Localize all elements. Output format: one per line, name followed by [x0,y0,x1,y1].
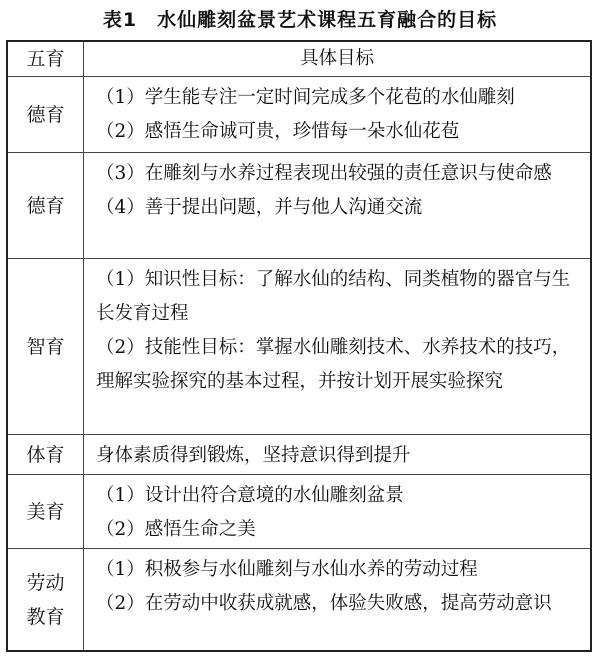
table-row [8,434,590,474]
row-goals [84,435,590,474]
table-row [8,76,590,152]
row-category: 智育 [8,259,84,434]
row-goals [84,549,590,650]
row-category: 德育 [8,77,84,152]
header-goals: 具体目标 [299,48,374,69]
goal-item: （1）知识性目标：了解水仙的结构、同类植物的器官与生长发育过程 [96,269,571,324]
row-category: 美育 [8,475,84,548]
table-row [8,548,590,650]
goal-item: （2）技能性目标：掌握水仙雕刻技术、水养技术的技巧，理解实验探究的基本过程，并按计划开展实验探究 [96,337,571,392]
row-goals [84,259,590,434]
table-header-row [8,42,590,76]
row-goals [84,153,590,258]
table-row [8,474,590,548]
goal-item: （2）感悟生命之美 [96,519,256,540]
table-row [8,258,590,434]
row-category: 体育 [8,435,84,474]
row-goals [84,475,590,548]
goal-item: （1）设计出符合意境的水仙雕刻盆景 [96,485,404,506]
goal-item: （4）善于提出问题，并与他人沟通交流 [96,197,423,218]
goal-item: （3）在雕刻与水养过程表现出较强的责任意识与使命感 [96,163,552,184]
goal-item: （2）在劳动中收获成就感，体验失败感，提高劳动意识 [96,593,552,614]
goals-table [6,40,592,652]
header-category: 五育 [8,42,84,76]
row-category: 德育 [8,153,84,258]
goal-item: 身体素质得到锻炼，坚持意识得到提升 [96,445,411,466]
row-category: 劳动教育 [8,549,84,650]
goal-item: （1）学生能专注一定时间完成多个花苞的水仙雕刻 [96,87,515,108]
goal-item: （2）感悟生命诚可贵，珍惜每一朵水仙花苞 [96,121,460,142]
row-goals [84,77,590,152]
table-row [8,152,590,258]
table-caption: 表1 水仙雕刻盆景艺术课程五育融合的目标 [102,9,498,31]
goal-item: （1）积极参与水仙雕刻与水仙水养的劳动过程 [96,559,478,580]
